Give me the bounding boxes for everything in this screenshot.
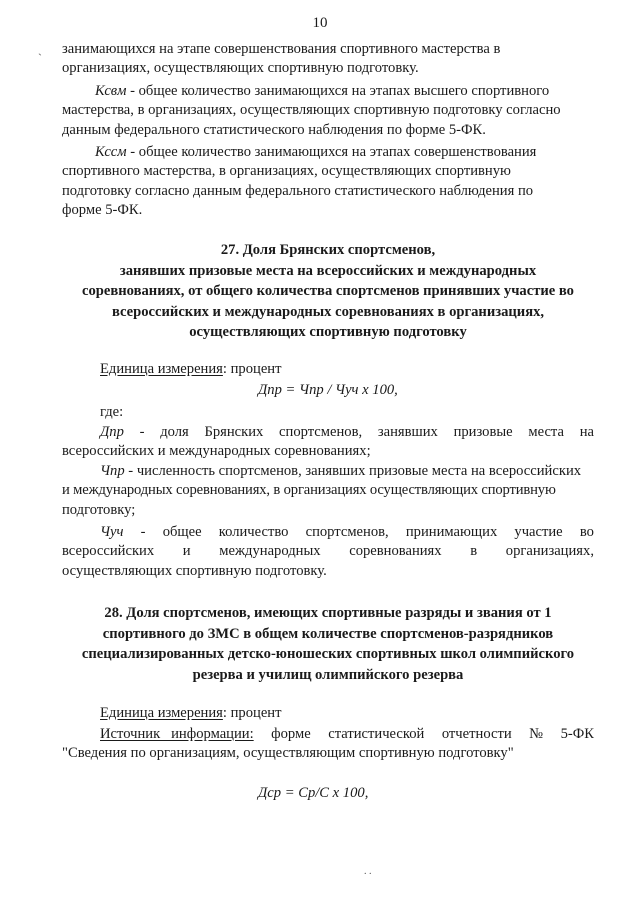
text-line: мастерства, в организациях, осуществляющих спортивную подготовку согласно [62, 102, 561, 119]
definition-ksvm [62, 82, 594, 140]
word: и [182, 543, 191, 560]
heading-line: спортивного до ЗМС в общем количестве спортсменов-разрядников [102, 625, 554, 642]
text-line: и международных соревнованиях, в организациях осуществляющих спортивную [62, 482, 556, 499]
word: спортсменов, [305, 524, 389, 540]
word: участие [514, 524, 563, 540]
word: 5-ФК [560, 726, 594, 742]
unit-label: Единица измерения [100, 705, 223, 721]
word: количество [218, 524, 289, 540]
word: на [579, 424, 594, 440]
unit-value: : процент [222, 361, 282, 377]
text-line: занимающихся на этапе совершенствования спортивного мастерства в [62, 41, 501, 57]
text-line: организациях, осуществляющих спортивную подготовку. [62, 60, 419, 77]
word: всероссийских [62, 543, 155, 560]
scan-speck: . . [364, 866, 372, 877]
text-line: подготовку согласно данным федерального статистического наблюдения по [62, 182, 534, 199]
definition-text: - общее количество занимающихся на этапах высшего спортивного [126, 83, 550, 99]
definition-dpr [62, 423, 594, 462]
heading-line: соревнованиях, от общего количества спортсменов принявших участие во [82, 283, 574, 300]
term-chpr: Чпр [100, 463, 125, 479]
word: № [529, 726, 544, 742]
text-line: подготовку; [62, 501, 136, 518]
word: спортсменов, [279, 424, 363, 440]
word: Брянских [204, 424, 264, 440]
word: во [579, 524, 594, 540]
heading-line: резерва и училищ олимпийского резерва [192, 666, 464, 683]
word: статистической [328, 726, 425, 742]
word: принимающих [405, 524, 498, 540]
margin-mark: ˏ [38, 42, 42, 56]
definition-text: - численность спортсменов, занявших призовые места на всероссийских [124, 463, 582, 479]
word: в [470, 543, 478, 560]
heading-line: 28. Доля спортсменов, имеющих спортивные разряды и звания от 1 [104, 605, 552, 621]
formula-27: Дпр = Чпр / Чуч х 100, [258, 382, 398, 398]
text-line: всероссийских и международных соревнованиях; [62, 443, 371, 460]
word: отчетности [441, 726, 512, 742]
unit-label: Единица измерения [100, 361, 223, 377]
heading-line: осуществляющих спортивную подготовку [189, 324, 467, 341]
word: доля [160, 424, 189, 440]
section-28-heading [62, 603, 594, 685]
text-line: данным федерального статистического наблюдения по форме 5-ФК. [62, 121, 486, 138]
text-line: спортивного мастерства, в организациях, осуществляющих спортивную [62, 163, 511, 180]
heading-line: специализированных детско-юношеских спортивных школ олимпийского [81, 646, 575, 663]
word: занявших [377, 424, 438, 440]
unit-value: : процент [222, 705, 282, 721]
heading-line: всероссийских и международных соревнованиях в организациях, [111, 303, 545, 320]
text-line: осуществляющих спортивную подготовку. [62, 562, 327, 579]
heading-line: занявших призовые места на всероссийских и международных [119, 262, 537, 279]
word: - [140, 524, 146, 540]
word: соревнованиях [349, 543, 442, 560]
term-ksvm: Ксвм [95, 83, 127, 99]
term-chuch: Чуч [100, 524, 124, 540]
where-label: где: [100, 404, 124, 420]
paragraph-continuation [62, 40, 594, 79]
source-label: Источник информации: [100, 726, 254, 742]
definition-text: - общее количество занимающихся на этапах совершенствования [126, 144, 537, 160]
heading-line: 27. Доля Брянских спортсменов, [220, 242, 436, 258]
page-number: 10 [312, 15, 328, 31]
formula-28: Дср = Ср/С х 100, [258, 785, 369, 801]
definition-chuch [62, 523, 594, 581]
word: организациях, [505, 543, 594, 560]
word: места [528, 424, 564, 440]
text-line: форме 5-ФК. [62, 202, 143, 219]
word: форме [271, 726, 311, 742]
text-line: "Сведения по организациям, осуществляющим спортивную подготовку" [62, 745, 514, 762]
term-dpr: Дпр [100, 424, 124, 440]
definition-kssm [62, 143, 594, 221]
definition-chpr [62, 462, 594, 520]
unit-line-27 [100, 360, 500, 379]
section-27-heading [62, 240, 594, 343]
unit-line-28 [100, 704, 500, 723]
word: - [139, 424, 145, 440]
term-kssm: Кссм [95, 144, 127, 160]
word: общее [162, 524, 202, 540]
source-line [62, 725, 594, 764]
word: международных [219, 543, 321, 560]
word: призовые [453, 424, 513, 440]
